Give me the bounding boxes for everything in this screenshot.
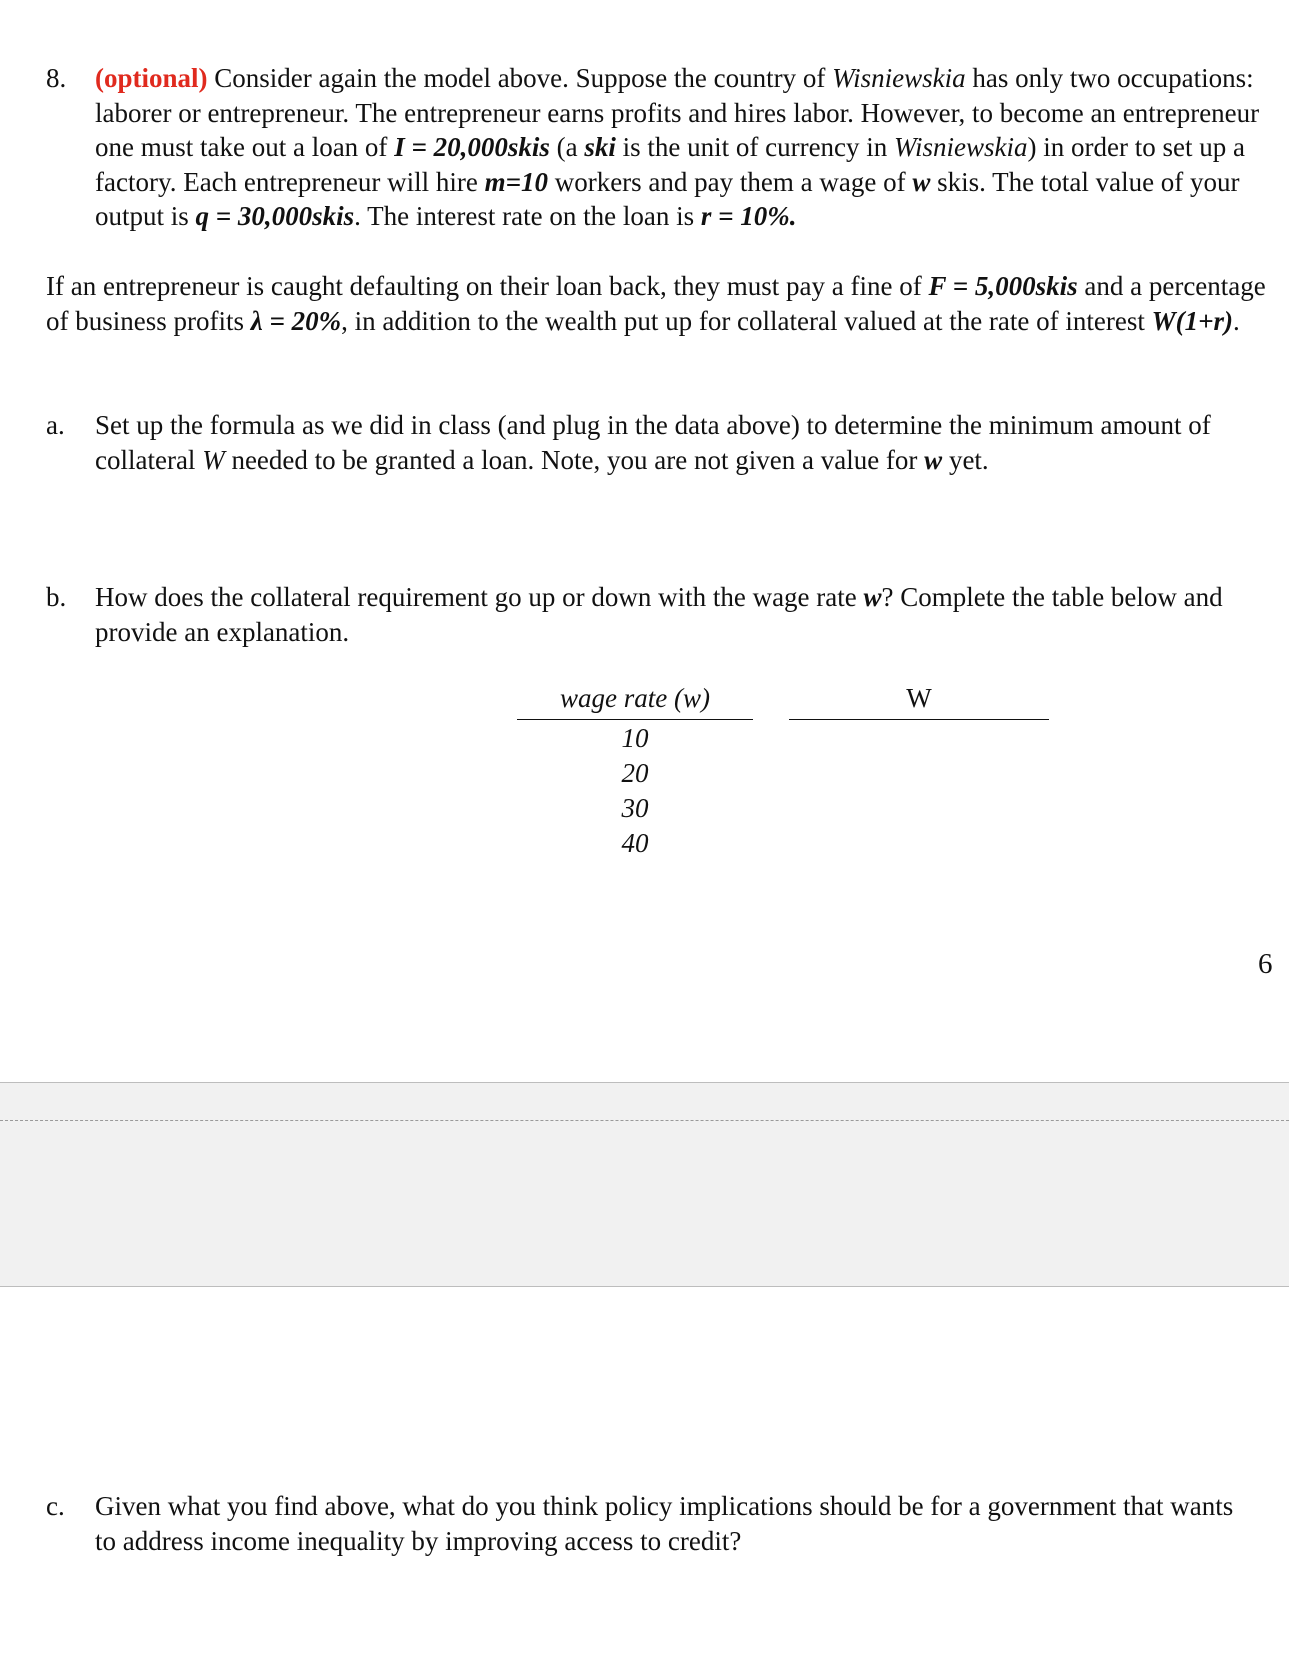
part-c-text: Given what you find above, what do you think policy implications should be for a government that wants to address income inequality by improving access to credit? [95,1491,1234,1556]
part-b-text [95,580,1265,649]
fine-value: F = 5,000skis [928,271,1078,301]
workers-value: m=10 [484,166,548,197]
part-b-marker: b. [46,582,67,612]
pa-text1: Set up the formula as we did in class (and plug in the data above) to determine the minimum amount of collateral [95,410,1211,475]
pa-text3: yet. [942,444,989,475]
page-number: 6 [1258,948,1273,980]
q8-country-2: Wisniewskia [894,132,1028,162]
question-number: 8. [46,63,67,93]
rate-value: r = 10%. [700,201,797,231]
part-a-marker: a. [46,410,65,440]
dp-text3: , in addition to the wealth put up for collateral valued at the rate of interest [341,305,1152,336]
pa-W-var: W [202,444,225,475]
dp-text4: . [1233,305,1240,336]
loan-value: I = 20,000skis [394,132,550,162]
q8-country: Wisniewskia [832,63,966,93]
q8-text2: (a [549,132,585,162]
part-a-text [95,408,1245,477]
q8-text6: skis. The total value of your output is [95,166,1240,231]
ski-word: ski [584,132,616,162]
dp-text1: If an entrepreneur is caught defaulting on their loan back, they must pay a fine of [46,271,929,301]
question-8-text [95,61,1280,234]
collateral-expr: W(1+r) [1151,305,1233,336]
table-row-wage: 30 [621,793,649,823]
page-gap-top [0,1082,1289,1121]
q8-text7: . The interest rate on the loan is [354,201,701,231]
q8-text1: has only two occupations: laborer or entrepreneur. The entrepreneur earns profits and hires labor. However, to become an entrepreneur one must take out a loan of [95,63,1260,162]
table-row-wage: 10 [621,723,649,753]
q8-text4: ) in order to set up a factory. Each entrepreneur will hire [95,132,1245,197]
pb-w-var: w [863,582,882,612]
table-row-wage: 20 [621,758,649,788]
optional-label: (optional) [95,63,208,93]
q8-text5: workers and pay them a wage of [547,166,913,197]
pb-text1: How does the collateral requirement go up or down with the wage rate [95,582,864,612]
default-paragraph [46,269,1280,338]
pa-w-var: w [924,444,943,475]
col-header-W: W [789,681,1049,720]
lambda-value: λ = 20% [250,305,342,336]
q8-text3: is the unit of currency in [615,132,895,162]
pa-text2: needed to be granted a loan. Note, you are not given a value for [224,444,925,475]
q8-intro: Consider again the model above. Suppose the country of [207,63,833,93]
col-header-wage-rate: wage rate (w) [517,681,753,720]
pb-text2: ? Complete the table below and provide an explanation. [95,582,1223,647]
wage-var: w [912,166,931,197]
dp-text2: and a percentage of business profits [46,271,1266,336]
table-row-wage: 40 [621,828,649,858]
part-c-marker: c. [46,1491,65,1521]
output-value: q = 30,000skis [195,201,355,231]
page-gap-bottom [0,1121,1289,1287]
